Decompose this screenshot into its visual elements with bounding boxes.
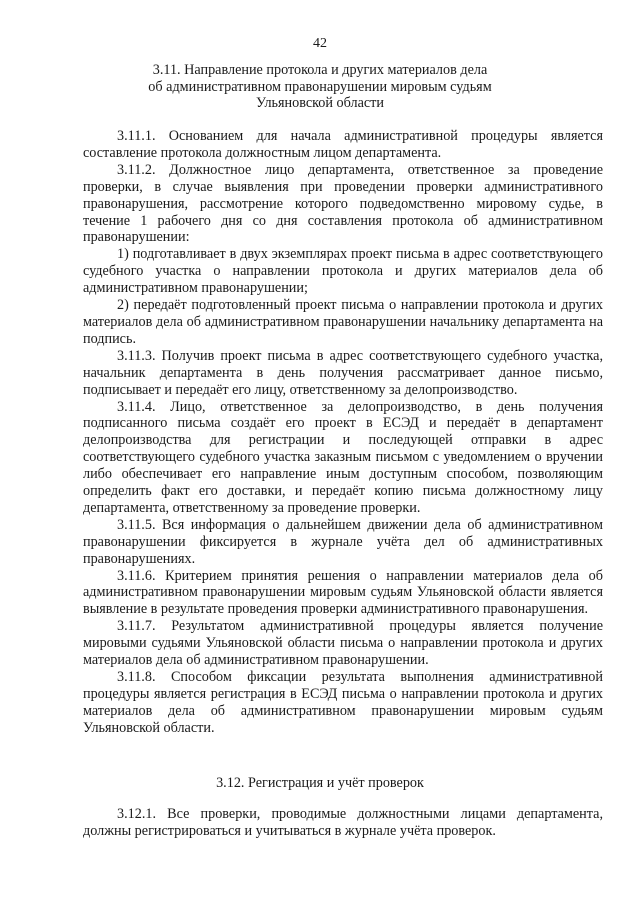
section-3-12-body <box>83 806 603 840</box>
paragraph-3-11-1: 3.11.1. Основанием для начала административной процедуры является составление протокола должностным лицом департамента. <box>83 128 603 161</box>
paragraph-3-11-2: 3.11.2. Должностное лицо департамента, ответственное за проведение проверки, в случае выявления при проведении проверки административного правонарушения, рассмотрение которого подведомственно мировому судье, в течение 1 рабочего дня со дня составления протокола об административном правонарушении: <box>83 161 603 246</box>
paragraph-3-11-5: 3.11.5. Вся информация о дальнейшем движении дела об административном правонарушении фиксируется в журнале учёта дел об административных правонарушениях. <box>83 516 603 567</box>
section-3-11-heading-line: Ульяновской области <box>256 95 384 111</box>
paragraph-3-11-8: 3.11.8. Способом фиксации результата выполнения административной процедуры является регистрация в ЕСЭД письма о направлении протокола и других материалов дела об административном правонарушении мировым судьям Ульяновской области. <box>83 669 603 736</box>
list-item-2: 2) передаёт подготовленный проект письма о направлении протокола и других материалов дела об административном правонарушении начальнику департамента на подпись. <box>83 297 603 347</box>
paragraph-3-11-6: 3.11.6. Критерием принятия решения о направлении материалов дела об административном правонарушении мировым судьям Ульяновской области является выявление в результате проведения проверки административного правонарушения. <box>83 567 603 618</box>
section-3-11-heading <box>100 62 540 112</box>
paragraph-3-11-4: 3.11.4. Лицо, ответственное за делопроизводство, в день получения подписанного письма создаёт его проект в ЕСЭД и передаёт в департамент делопроизводства для регистрации и последующей отправки в адрес соответствующего судебного участка заказным письмом с уведомлением о вручении либо обеспечивает его направление иным доступным способом, позволяющим определить факт его доставки, и передаёт копию письма должностному лицу департамента, ответственному за проведение проверки. <box>83 398 603 516</box>
page-number: 42 <box>313 36 327 51</box>
section-3-11-heading-line: 3.11. Направление протокола и других материалов дела <box>152 62 488 78</box>
list-item-1: 1) подготавливает в двух экземплярах проект письма в адрес соответствующего судебного участка о направлении протокола и других материалов дела об административном правонарушении; <box>83 246 603 297</box>
paragraph-3-11-3: 3.11.3. Получив проект письма в адрес соответствующего судебного участка, начальник департамента в день получения рассматривает данное письмо, подписывает и передаёт его лицу, ответственному за делопроизводство. <box>83 347 603 398</box>
section-3-11-heading-line: об административном правонарушении мировым судьям <box>148 78 492 95</box>
section-3-11-body <box>83 128 603 737</box>
paragraph-3-11-7: 3.11.7. Результатом административной процедуры является получение мировыми судьями Ульяновской области письма о направлении протокола и других материалов дела об административном правонарушении. <box>83 618 603 669</box>
paragraph-3-12-1: 3.12.1. Все проверки, проводимые должностными лицами департамента, должны регистрироваться и учитываться в журнале учёта проверок. <box>83 806 603 839</box>
section-3-12-heading: 3.12. Регистрация и учёт проверок <box>216 775 424 791</box>
